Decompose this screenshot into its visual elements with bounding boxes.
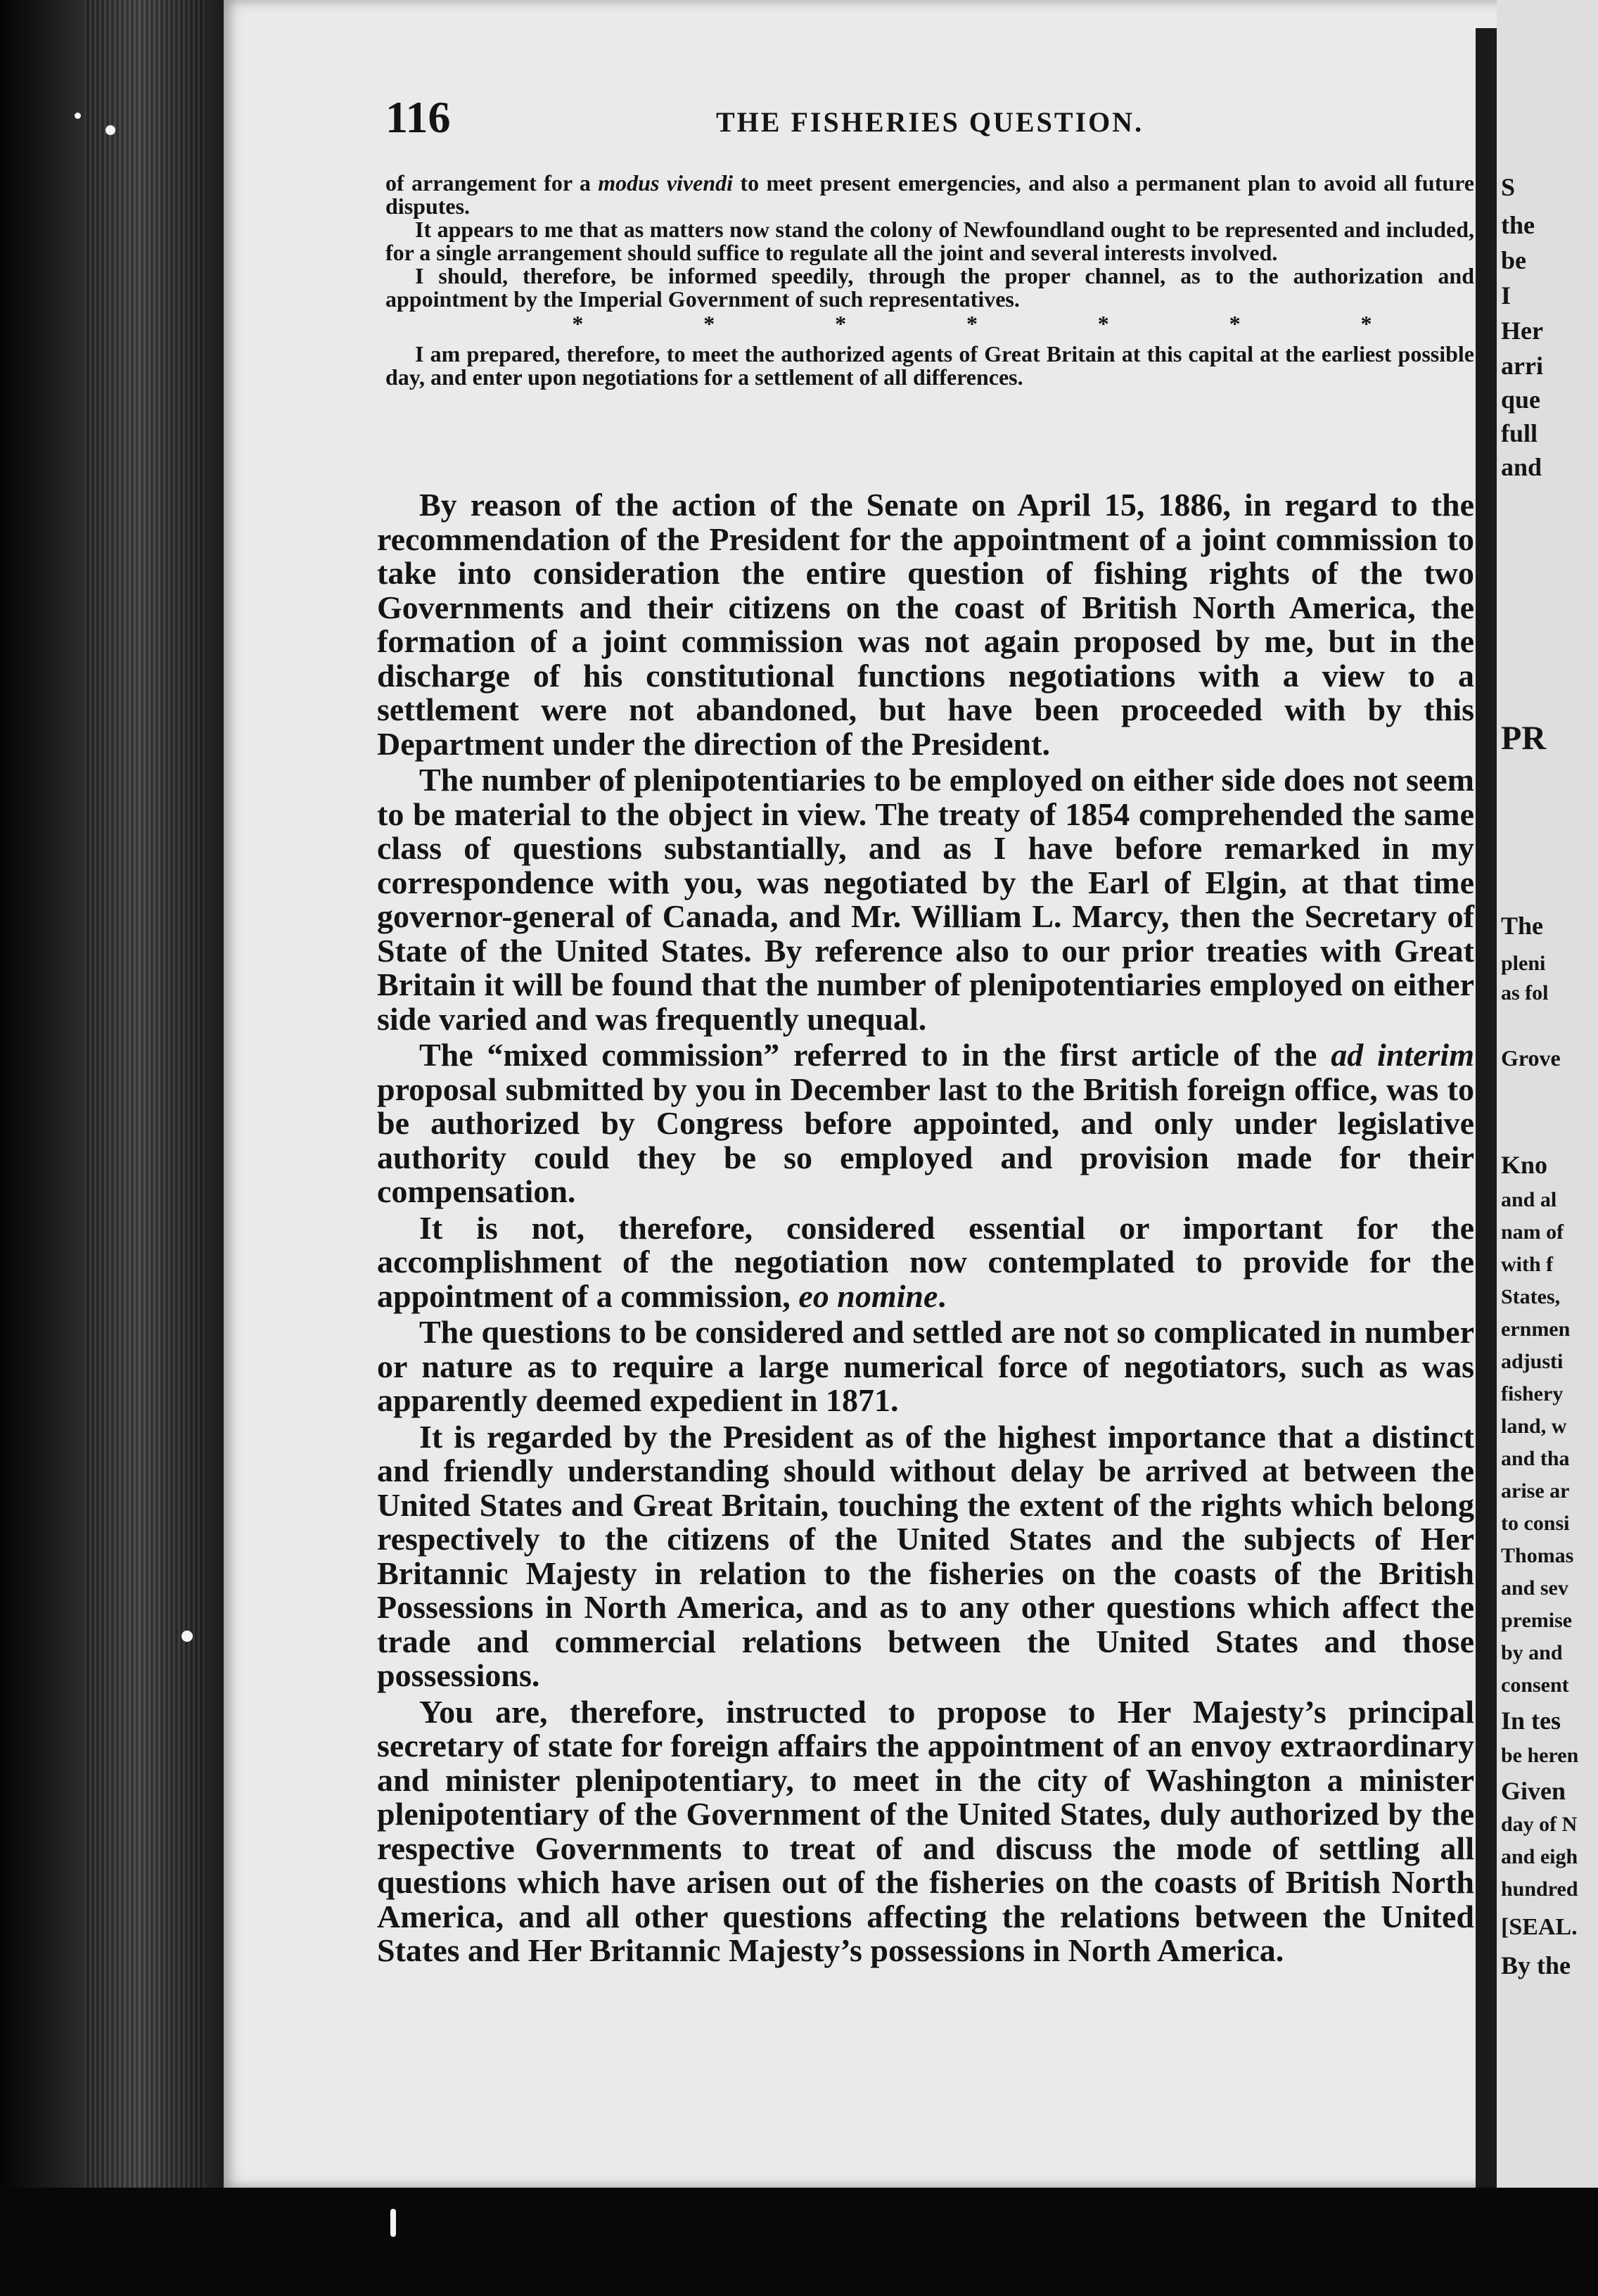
facing-line: S [1501,173,1516,201]
quote-paragraph: I should, therefore, be informed speedily, through the proper channel, as to the authorization and appointment by the Imperial Government of such representatives. [385,263,1474,312]
scan-speck [75,113,81,119]
quote-paragraph: I am prepared, therefore, to meet the authorized agents of Great Britain at this capital at the earliest possible day, and enter upon negotiations for a settlement of all differences. [385,341,1474,390]
quoted-letter-excerpt [385,172,1474,389]
facing-line: By the [1501,1951,1571,1979]
body-paragraph: The number of plenipotentiaries to be employed on either side does not seem to be material to the object in view. The treaty of 1854 comprehended the same class of questions substantially, and as I have before remarked in my correspondence with you, was negotiated by the Earl of Elgin, at that time governor-general of Canada, and Mr. William L. Marcy, then the Secretary of State of the United States. By reference also to our prior treaties with Great Britain it will be found that the number of plenipotentiaries employed on either side varied and was frequently unequal. [377,762,1474,1037]
body-paragraph: The questions to be considered and settled are not so complicated in number or nature as to require a large numerical force of negotiators, such as was apparently deemed expedient in 1871. [377,1314,1474,1418]
body-paragraph: By reason of the action of the Senate on April 15, 1886, in regard to the recommendation of the President for the appointment of a joint commission to take into consideration the entire question of fishing rights of the two Governments and their citizens on the coast of British North America, the formation of a joint commission was not again proposed by me, but in the discharge of his constitutional functions negotiations with a view to a settlement were not abandoned, but have been proceeded with by this Department under the direction of the President. [377,487,1474,762]
spine-texture [84,0,204,2296]
facing-line: arri [1501,352,1543,380]
latin-phrase: modus vivendi [598,170,734,196]
facing-line: consent [1501,1673,1569,1697]
facing-line: ernmen [1501,1318,1571,1341]
facing-line: I [1501,281,1511,310]
facing-line: by and [1501,1641,1563,1664]
facing-line: day of N [1501,1813,1578,1836]
facing-line: Given [1501,1777,1566,1805]
facing-line: be heren [1501,1744,1579,1767]
page-header [385,91,1469,148]
facing-line: Kno [1501,1151,1548,1179]
body-paragraph: It is regarded by the President as of the highest importance that a distinct and friendly understanding should without delay be arrived at between the United States and Great Britain, touching the extent of the rights which belong respectively to the citizens of the United States and the subjects of Her Britannic Majesty in relation to the fisheries on the coasts of the British Possessions in North America, and as to any other questions which affect the trade and commercial relations between the United States and those possessions. [377,1418,1474,1693]
facing-line: States, [1501,1285,1561,1308]
body-paragraph: You are, therefore, instructed to propose to Her Majesty’s principal secretary of state for foreign affairs the appointment of an envoy extraordinary and minister plenipotentiary, to meet in the city of Washington a minister plenipotentiary of the Government of the United States, duly authorized by the respective Governments to treat of and discuss the mode of settling all questions which have arisen out of the fisheries on the coasts of British North America, and all other questions affecting the relations between the United States and Her Britannic Majesty’s possessions in North America. [377,1693,1474,1968]
facing-line: full [1501,419,1538,447]
page-gutter [1476,28,1497,2188]
facing-line: and sev [1501,1576,1568,1600]
facing-line: and [1501,453,1542,481]
body-paragraph: The “mixed commission” referred to in the first article of the ad interim proposal submitted by you in December last to the British foreign office, was to be authorized by Congress before appointed, and only under legislative authority could they be so employed and provision made for their compensation. [377,1037,1474,1209]
facing-line: nam of [1501,1220,1564,1244]
facing-line: as fol [1501,981,1549,1005]
facing-line: In tes [1501,1707,1561,1735]
facing-line: PR [1501,720,1546,757]
facing-line: que [1501,385,1541,414]
facing-line: the [1501,211,1535,239]
facing-line: [SEAL. [1501,1914,1578,1940]
facing-line: land, w [1501,1415,1567,1438]
ellipsis-asterisks: * * * * * * * [572,311,1372,336]
facing-line: Thomas [1501,1544,1574,1567]
facing-line: be [1501,246,1526,274]
facing-line: with f [1501,1253,1554,1276]
facing-line: The [1501,912,1544,940]
facing-line: Grove [1501,1045,1561,1071]
facing-line: and tha [1501,1447,1570,1470]
body-paragraph: It is not, therefore, considered essential or important for the accomplishment of the negotiation now contemplated to provide for the appointment of a commission, eo nomine. [377,1209,1474,1314]
page-number: 116 [385,92,451,142]
facing-line: fishery [1501,1382,1564,1405]
facing-line: to consi [1501,1512,1570,1535]
latin-phrase: ad interim [1331,1037,1474,1073]
scan-speck [181,1631,193,1642]
facing-line: Her [1501,317,1543,345]
facing-line: and eigh [1501,1845,1578,1868]
quote-paragraph: of arrangement for a modus vivendi to meet present emergencies, and also a permanent plan to avoid all future disputes. [385,170,1475,219]
facing-page [1497,0,1598,2188]
quote-paragraph: It appears to me that as matters now stand the colony of Newfoundland ought to be represented and included, for a single arrangement should suffice to regulate all the joint and several interests involved. [385,217,1474,265]
running-title: THE FISHERIES QUESTION. [716,106,1144,138]
scan-speck [106,125,115,135]
facing-line: hundred [1501,1877,1578,1901]
facing-line: premise [1501,1609,1573,1632]
facing-line: pleni [1501,952,1546,975]
facing-line: arise ar [1501,1479,1570,1503]
facing-line: adjusti [1501,1350,1564,1373]
facing-line: and al [1501,1188,1557,1211]
latin-phrase: eo nomine [798,1277,938,1314]
scan-speck [390,2209,396,2237]
scan-border [0,2188,1598,2296]
body-text [377,488,1474,1968]
